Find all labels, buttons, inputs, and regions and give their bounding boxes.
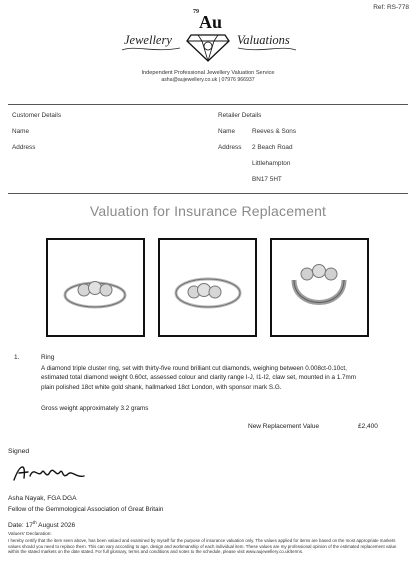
- ring-photo-front: [46, 238, 145, 337]
- declaration-text: I hereby certify that the item seen above, has been valued and examined by myself for the purpose of insurance valuation only. The values applied for items are based on the most appropriate markets values should you need to replace them. This can vary according to age, design and workmanship of each individual item. These values are my professional opinion of the estimated replacement value within the stated markets on the date stated. For full glossary, terms and conditions and notes to the schedule, please visit www.aujewellery.co.uk/terms.: [8, 538, 397, 555]
- brand-mark-number: 79: [193, 9, 199, 15]
- declaration-heading: Valuers' Declaration:: [8, 532, 52, 537]
- flourish-right-icon: [236, 44, 298, 54]
- divider-bottom: [8, 193, 408, 194]
- customer-name-label: Name: [12, 128, 30, 135]
- handwritten-signature: [10, 458, 90, 488]
- item-gross-weight: Gross weight approximately 3.2 grams: [41, 405, 149, 412]
- retailer-address-line: Littlehampton: [252, 160, 291, 167]
- date-label: Date:: [8, 522, 26, 530]
- retailer-name-value: Reeves & Sons: [252, 128, 297, 135]
- retailer-address-line: 2 Beach Road: [252, 144, 293, 151]
- tagline: Independent Professional Jewellery Valuation Service: [141, 70, 275, 76]
- customer-address-label: Address: [12, 144, 36, 151]
- retailer-name-label: Name: [218, 128, 236, 135]
- brand-mark: [193, 9, 223, 33]
- flourish-left-icon: [120, 44, 182, 54]
- replacement-value: £2,400: [358, 423, 378, 430]
- retailer-address-line: BN17 5HT: [252, 176, 282, 183]
- brand-mark-text: Au: [199, 12, 223, 32]
- date-day: 17: [25, 522, 33, 530]
- document-title: Valuation for Insurance Replacement: [89, 203, 327, 219]
- date-suffix: th: [32, 520, 37, 525]
- contact-details: asha@aujewellery.co.uk | 07976 966937: [161, 77, 255, 83]
- diamond-logo-icon: [186, 32, 230, 62]
- brand-left-text: Jewellery: [124, 33, 172, 47]
- valuer-name: Asha Nayak, FGA DGA: [8, 495, 77, 502]
- date-rest: August 2026: [36, 522, 76, 530]
- divider-top: [8, 104, 408, 105]
- valuer-title: Fellow of the Gemmological Association of Great Britain: [8, 506, 164, 513]
- valuation-date: [8, 520, 75, 529]
- replacement-value-label: New Replacement Value: [248, 423, 320, 430]
- retailer-heading: Retailer Details: [218, 112, 262, 119]
- ring-photo-angle: [158, 238, 257, 337]
- brand-right-text: Valuations: [237, 33, 290, 47]
- signed-label: Signed: [8, 448, 30, 455]
- retailer-address-label: Address: [218, 144, 242, 151]
- reference-number: Ref: RS-778: [373, 4, 409, 11]
- ring-photo-side: [270, 238, 369, 337]
- item-description: A diamond triple cluster ring, set with thirty-five round brilliant cut diamonds, weighing between 0.008ct-0.10ct, estimated total diamond weight 0.60ct, assessed colour and clarity range I-J, I1-I2, claw set, mounted in a 1.7mm plain polished 18ct white gold shank, hallmarked 18ct London, with sponsor mark S.G.: [41, 365, 357, 391]
- item-title: Ring: [41, 354, 55, 361]
- customer-heading: Customer Details: [12, 112, 62, 119]
- item-number: 1.: [14, 354, 20, 361]
